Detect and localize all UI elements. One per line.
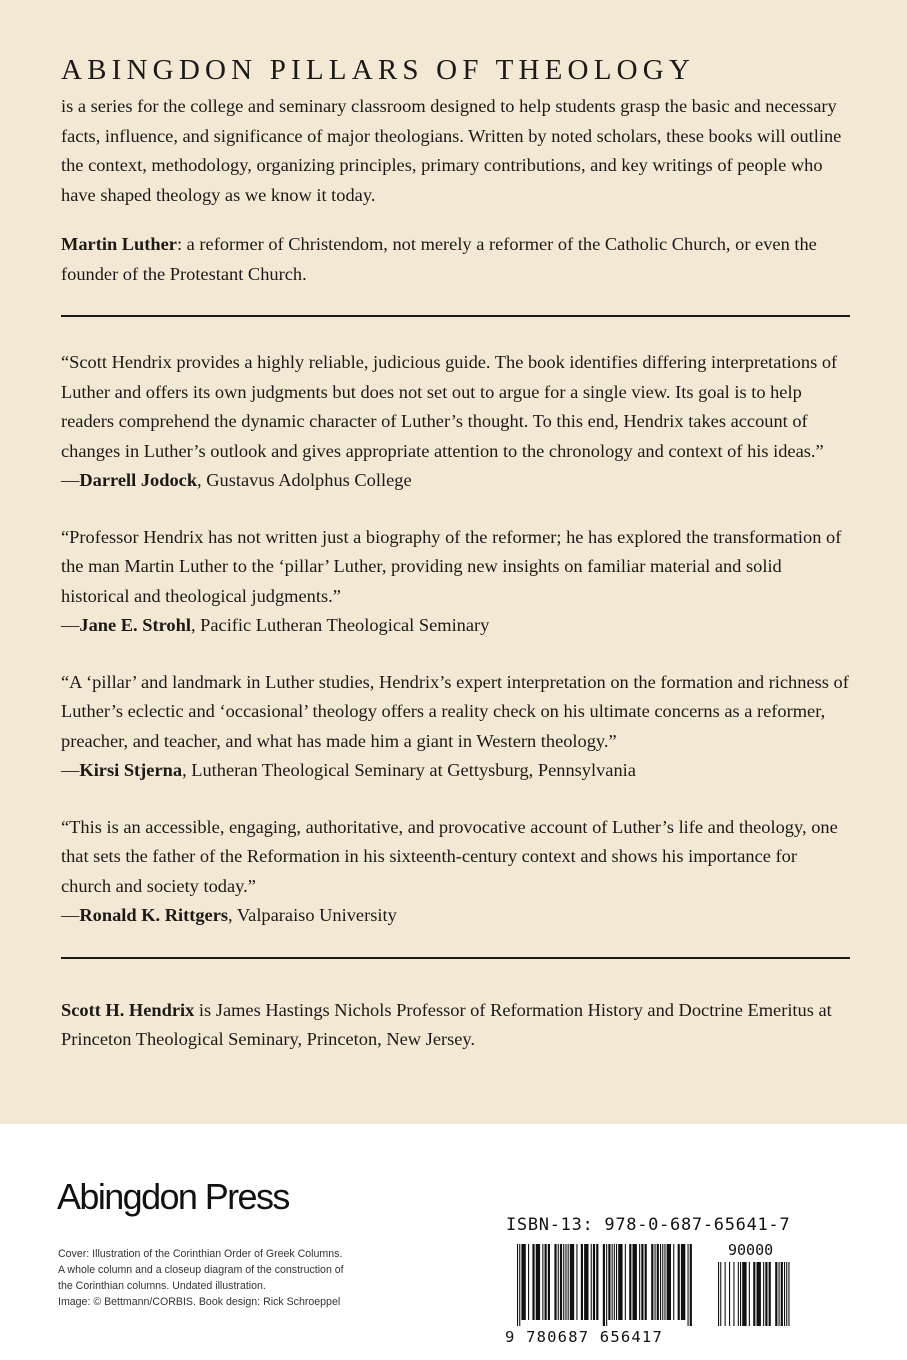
barcode-bar: [786, 1262, 787, 1326]
barcode-bar: [528, 1244, 529, 1320]
barcode-bar: [738, 1262, 739, 1326]
barcode-bar: [558, 1244, 559, 1320]
barcode-bar: [678, 1244, 680, 1320]
endorser-name: Darrell Jodock: [79, 470, 198, 490]
subject-summary: [61, 230, 851, 289]
series-description: is a series for the college and seminary classroom designed to help students grasp the basic and necessary facts, influence, and significance of major theologians. Written by noted scholars, these books will outline the context, methodology, organizing principles, primary contributions, and key writings of people who have shaped theology as we know it today.: [61, 96, 842, 205]
barcode-bar: [660, 1244, 661, 1320]
endorsement-attribution: —Ronald K. Rittgers, Valparaiso University: [61, 905, 397, 925]
barcode-bar: [616, 1244, 617, 1320]
endorsement: [61, 523, 851, 641]
barcode-bar: [591, 1244, 592, 1320]
back-cover-content: [61, 52, 851, 1055]
endorser-name: Ronald K. Rittgers: [79, 905, 229, 925]
author-bio: [61, 996, 851, 1055]
barcode-bar: [690, 1244, 692, 1326]
barcode-bar: [718, 1262, 719, 1326]
barcode-bar: [733, 1262, 734, 1326]
endorsement: [61, 813, 851, 931]
barcode-bar: [645, 1244, 647, 1320]
series-title: ABINGDON PILLARS OF THEOLOGY: [61, 54, 696, 86]
barcode-bar: [629, 1244, 631, 1320]
barcode-bar: [781, 1262, 783, 1326]
endorsement-attribution: —Kirsi Stjerna, Lutheran Theological Seminary at Gettysburg, Pennsylvania: [61, 760, 636, 780]
barcode-bar: [618, 1244, 622, 1320]
barcode-bar: [725, 1262, 726, 1326]
barcode-bar: [769, 1262, 771, 1326]
endorsement-quote: “Professor Hendrix has not written just a biography of the reformer; he has explored the transformation of the man Martin Luther to the ‘pillar’ Luther, providing new insights on familiar material and solid historical and theological judgments.”: [61, 526, 842, 606]
barcode-bar: [633, 1244, 637, 1320]
divider-bottom: [61, 957, 850, 959]
endorser-affiliation: , Pacific Lutheran Theological Seminary: [190, 615, 490, 635]
barcode-bar: [596, 1244, 598, 1320]
barcode-bar: [775, 1262, 777, 1326]
barcode-digits: 9 780687 656417: [505, 1328, 663, 1346]
author-name: Scott H. Hendrix: [61, 999, 195, 1020]
endorser-affiliation: , Lutheran Theological Seminary at Gettysburg, Pennsylvania: [182, 760, 636, 780]
endorsement-quote: “This is an accessible, engaging, authoritative, and provocative account of Luther’s life and theology, one that sets the father of the Reformation in his sixteenth-century context and shows his importance for church and society today.”: [61, 816, 838, 896]
barcode-bar: [570, 1244, 574, 1320]
footer-panel: [0, 1124, 907, 1360]
barcode-bar: [641, 1244, 643, 1320]
publisher-logo: Abingdon Press: [57, 1176, 289, 1217]
barcode-bar: [532, 1244, 534, 1320]
endorsement-attribution: —Darrell Jodock, Gustavus Adolphus College: [61, 470, 412, 490]
barcode-bar: [784, 1262, 785, 1326]
endorser-name: Jane E. Strohl: [79, 615, 191, 635]
barcode-bar: [614, 1244, 615, 1320]
barcode-bar: [655, 1244, 656, 1320]
barcode-bar: [517, 1244, 518, 1326]
barcode-bar: [765, 1262, 767, 1326]
author-bio-text: is James Hastings Nichols Professor of Reformation History and Doctrine Emeritus at Princeton Theological Seminary, Princeton, New Jersey.: [61, 999, 832, 1049]
barcode-bar: [584, 1244, 588, 1320]
barcode-bar: [639, 1244, 640, 1320]
barcode-bar: [662, 1244, 663, 1320]
barcode-bar: [763, 1262, 764, 1326]
price-code: 90000: [728, 1241, 774, 1259]
price-barcode: [716, 1262, 796, 1326]
endorser-name: Kirsi Stjerna: [79, 760, 183, 780]
barcode-bar: [568, 1244, 569, 1320]
barcode-bar: [788, 1262, 789, 1326]
ean-barcode: [515, 1244, 695, 1326]
barcode-bar: [554, 1244, 556, 1320]
barcode-bar: [608, 1244, 610, 1320]
barcode-bar: [688, 1244, 689, 1326]
barcode-bar: [521, 1244, 525, 1320]
barcode-bar: [681, 1244, 685, 1320]
isbn-label: ISBN-13: 978-0-687-65641-7: [506, 1215, 791, 1235]
endorsements: [61, 348, 851, 931]
endorsement-quote: “A ‘pillar’ and landmark in Luther studies, Hendrix’s expert interpretation on the formation and richness of Luther’s eclectic and ‘occasional’ theology offers a reality check on his ultimate concerns as a reformer, preacher, and teacher, and what has made him a giant in Western theology.”: [61, 671, 849, 751]
barcode-bar: [729, 1262, 730, 1326]
barcode-bar: [740, 1262, 741, 1326]
barcode-bar: [625, 1244, 626, 1320]
endorser-affiliation: , Valparaiso University: [228, 905, 397, 925]
barcode-bar: [519, 1244, 520, 1326]
barcode-bar: [542, 1244, 543, 1320]
barcode-bar: [545, 1244, 547, 1320]
barcode-bar: [673, 1244, 674, 1320]
barcode-bar: [779, 1262, 780, 1326]
subject-name: Martin Luther: [61, 234, 177, 254]
endorsement: [61, 668, 851, 786]
barcode-bar: [612, 1244, 613, 1320]
barcode-bar: [581, 1244, 583, 1320]
barcode-bar: [536, 1244, 540, 1320]
barcode-bar: [565, 1244, 566, 1320]
barcode-bar: [606, 1244, 607, 1326]
barcode-bar: [563, 1244, 564, 1320]
endorsement-quote: “Scott Hendrix provides a highly reliable, judicious guide. The book identifies differing interpretations of Luther and offers its own judgments but does not set out to argue for a single view. Its goal is to help readers comprehend the dynamic character of Luther’s thought. To this end, Hendrix takes account of changes in Luther’s outlook and gives appropriate attention to the chronology and context of his ideas.”: [61, 352, 838, 461]
barcode-bar: [664, 1244, 665, 1320]
barcode-bar: [742, 1262, 746, 1326]
barcode-bar: [757, 1262, 761, 1326]
barcode-bar: [593, 1244, 595, 1320]
barcode-bar: [548, 1244, 550, 1320]
barcode-bar: [603, 1244, 605, 1326]
barcode-bar: [720, 1262, 721, 1326]
barcode-bar: [753, 1262, 755, 1326]
divider-top: [61, 315, 850, 317]
barcode-bar: [749, 1262, 750, 1326]
barcode-bar: [667, 1244, 671, 1320]
barcode-bar: [651, 1244, 653, 1320]
subject-text: : a reformer of Christendom, not merely a reformer of the Catholic Church, or even the founder of the Protestant Church.: [61, 234, 817, 284]
barcode-bar: [657, 1244, 659, 1320]
barcode-bar: [576, 1244, 577, 1320]
endorsement: [61, 348, 851, 496]
barcode-bar: [560, 1244, 562, 1320]
endorsement-attribution: —Jane E. Strohl, Pacific Lutheran Theological Seminary: [61, 615, 490, 635]
cover-credits: Cover: Illustration of the Corinthian Order of Greek Columns. A whole column and a closeup diagram of the construction of the Corinthian columns. Undated illustration. Image: © Bettmann/CORBIS. Book design: Rick Schroeppel: [58, 1248, 344, 1308]
endorser-affiliation: , Gustavus Adolphus College: [197, 470, 412, 490]
